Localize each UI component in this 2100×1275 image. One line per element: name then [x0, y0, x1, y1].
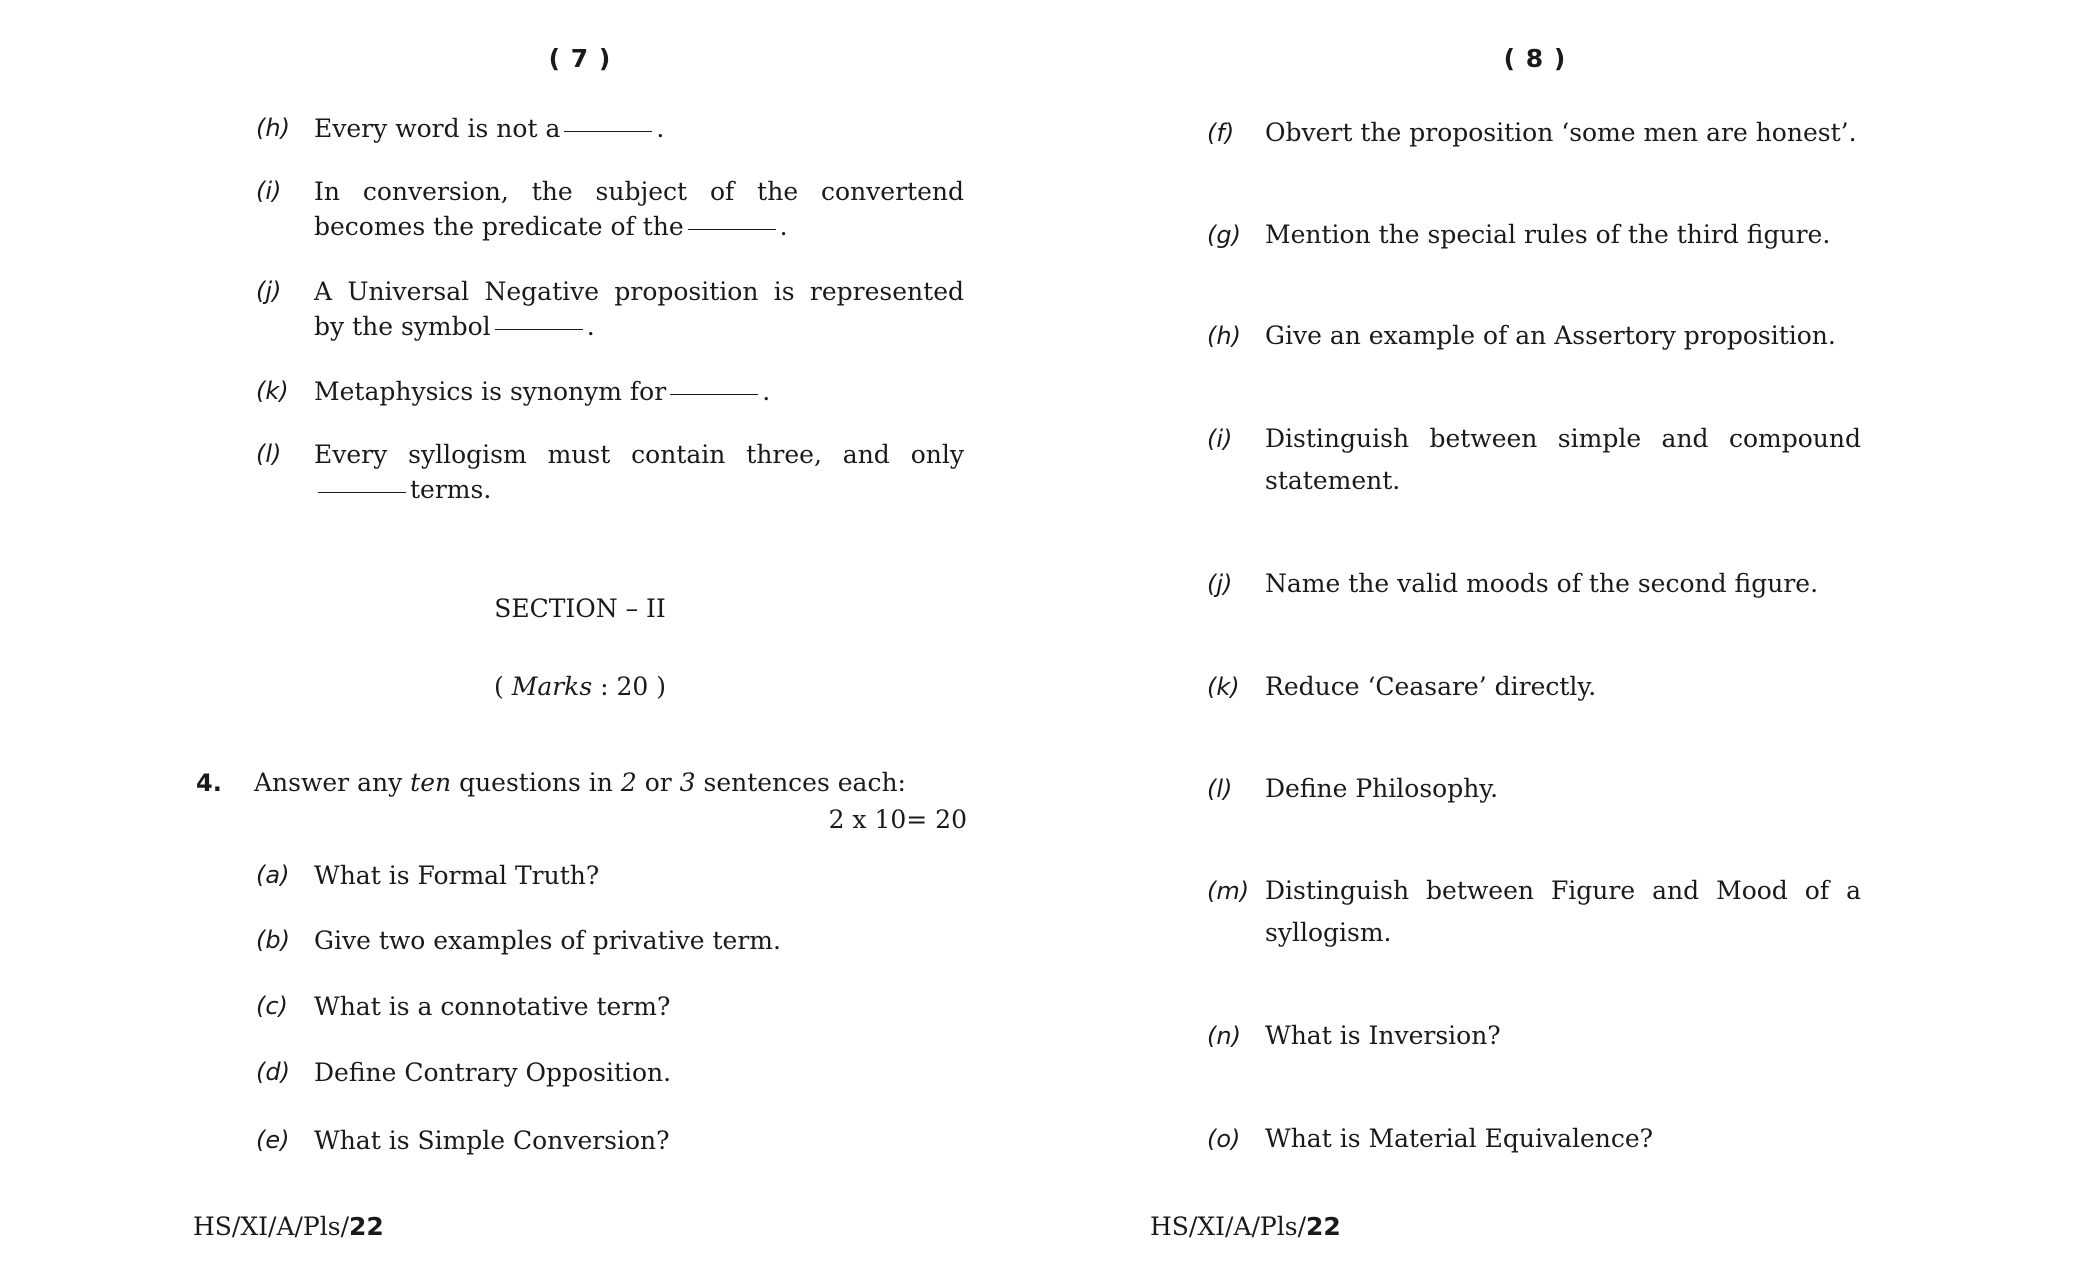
item-text: Metaphysics is synonym for .: [314, 377, 771, 406]
item-label: (m): [1207, 877, 1250, 905]
item-text: A Universal Negative proposition is represented by the symbol .: [314, 277, 964, 341]
item-label: (d): [256, 1058, 290, 1086]
item-text: What is Formal Truth?: [314, 861, 600, 890]
item-text: Name the valid moods of the second figure.: [1265, 569, 1819, 598]
item-text: Every word is not a .: [314, 114, 665, 143]
item-text: What is Inversion?: [1265, 1021, 1501, 1050]
item-text: What is a connotative term?: [314, 992, 671, 1021]
page-number: ( 7 ): [548, 44, 612, 73]
answer-blank: [670, 393, 758, 395]
item-text: In conversion, the subject of the convertend becomes the predicate of the .: [314, 177, 964, 241]
page-number: ( 8 ): [1503, 44, 1567, 73]
item-label: (e): [256, 1126, 290, 1154]
footer-code: HS/XI/A/Pls/22: [1150, 1212, 1341, 1241]
item-label: (n): [1207, 1022, 1241, 1050]
item-label: (a): [256, 861, 290, 889]
item-text: Distinguish between Figure and Mood of a syllogism.: [1265, 876, 1861, 947]
section-marks: ( Marks : 20 ): [494, 672, 666, 701]
item-text: What is Simple Conversion?: [314, 1126, 670, 1155]
item-label: (k): [1207, 673, 1240, 701]
question-text: Answer any ten questions in 2 or 3 sentences each:: [254, 768, 906, 797]
question-number: 4.: [196, 769, 222, 797]
item-text: Mention the special rules of the third figure.: [1265, 220, 1831, 249]
item-text: Give an example of an Assertory proposition.: [1265, 321, 1836, 350]
item-text: Define Philosophy.: [1265, 774, 1499, 803]
item-label: (h): [256, 114, 290, 142]
question-marks: 2 x 10= 20: [828, 805, 967, 834]
item-label: (l): [256, 440, 282, 468]
item-text: Obvert the proposition ‘some men are honest’.: [1265, 118, 1857, 147]
answer-blank: [688, 228, 776, 230]
item-label: (j): [256, 277, 282, 305]
item-label: (k): [256, 377, 289, 405]
right-page: [1050, 0, 2100, 1275]
item-label: (b): [256, 926, 290, 954]
answer-blank: [318, 491, 406, 493]
item-text: Give two examples of privative term.: [314, 926, 781, 955]
item-text: Every syllogism must contain three, and onlyterms.: [314, 440, 964, 504]
item-text: Reduce ‘Ceasare’ directly.: [1265, 672, 1597, 701]
answer-blank: [564, 130, 652, 132]
item-label: (g): [1207, 221, 1241, 249]
footer-code: HS/XI/A/Pls/22: [193, 1212, 384, 1241]
item-label: (i): [256, 177, 282, 205]
item-text: Define Contrary Opposition.: [314, 1058, 672, 1087]
item-label: (h): [1207, 322, 1241, 350]
item-label: (i): [1207, 425, 1233, 453]
item-text: What is Material Equivalence?: [1265, 1124, 1654, 1153]
item-label: (j): [1207, 570, 1233, 598]
section-title: SECTION – II: [494, 594, 666, 623]
item-label: (f): [1207, 119, 1235, 147]
answer-blank: [495, 328, 583, 330]
item-label: (l): [1207, 775, 1233, 803]
item-label: (o): [1207, 1125, 1241, 1153]
item-text: Distinguish between simple and compound statement.: [1265, 424, 1861, 495]
item-label: (c): [256, 992, 288, 1020]
